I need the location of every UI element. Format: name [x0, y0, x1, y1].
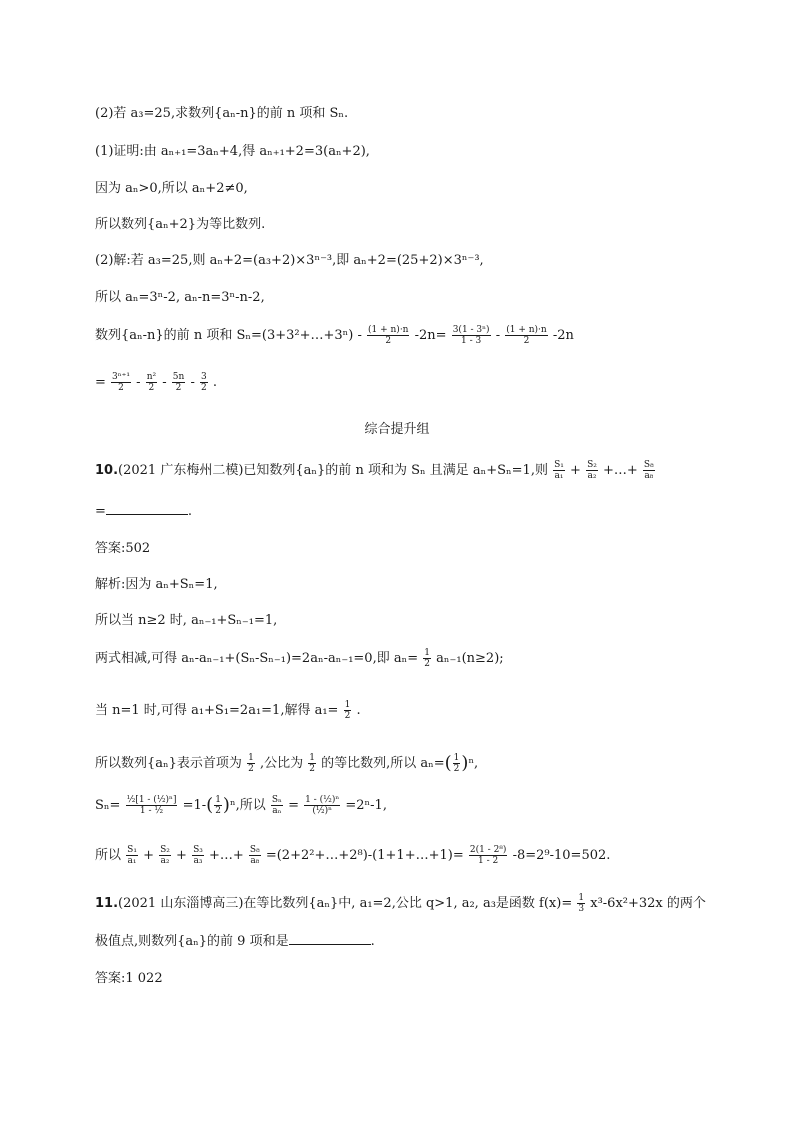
analysis-line-1: 解析:因为 aₙ+Sₙ=1, [95, 577, 218, 592]
proof-line-2: 因为 aₙ>0,所以 aₙ+2≠0, [95, 181, 248, 196]
fraction: $\frac{\text{S₁}}{\text{a₁}}$ [554, 460, 564, 481]
question-10-blank-line: = . [95, 504, 193, 519]
analysis-line-4: 当 n=1 时,可得 a₁+S₁=2a₁=1,解得 a₁= $\frac{1}{2}$ . [95, 700, 361, 721]
answer-10: 答案:502 [95, 541, 151, 556]
question-11-blank-line: 极值点,则数列{aₙ}的前 9 项和是 . [95, 934, 375, 949]
fraction: $\frac{\text{2(1 - 2⁸)}}{1 - 2}$ [469, 845, 507, 866]
analysis-line-2: 所以当 n≥2 时, aₙ₋₁+Sₙ₋₁=1, [95, 613, 278, 628]
analysis-line-7: 所以 $\frac{\text{S₁}}{\text{a₁}}$ + $\frac{\text{S₂}}{\text{a₂}}$ + $\frac{\text{S₃}}{\text{a₃}}$ +…+ $\frac{\text{S₈}}{\text{a₈}}$ =(2+2²+…+2⁸)-(1+1+…+1)= $\frac{\text{2(1 - 2⁸)}}{1 - 2}$ -8=2⁹-10=502. [95, 845, 611, 866]
answer-blank [106, 514, 188, 515]
fraction: $\frac{(1 + n)\cdot n}{2}$ [506, 325, 547, 346]
proof-line-1: (1)证明:由 aₙ₊₁=3aₙ+4,得 aₙ₊₁+2=3(aₙ+2), [95, 144, 370, 159]
fraction: $\frac{1}{2}$ [248, 753, 254, 774]
fraction: $\frac{\text{S₈}}{\text{a₈}}$ [249, 845, 260, 866]
fraction: $\frac{\text{S₂}}{\text{a₂}}$ [160, 845, 170, 866]
fraction: $\frac{\text{S₈}}{\text{a₈}}$ [643, 460, 654, 481]
solution-line-1: (2)解:若 a₃=25,则 aₙ+2=(a₃+2)×3ⁿ⁻³,即 aₙ+2=(25+2)×3ⁿ⁻³, [95, 253, 484, 268]
question-11: 11.(2021 山东淄博高三)在等比数列{aₙ}中, a₁=2,公比 q>1, a₂, a₃是函数 f(x)= $\frac{1}{3}$ x³-6x²+32x 的两个 [95, 893, 706, 914]
fraction: $\frac{5n}{2}$ [172, 372, 185, 393]
analysis-line-6: Sₙ= $\frac{\text{½[1 - (½)ⁿ]}}{\text{1 - ½}}$ =1-( $\frac{1}{2}$ )ⁿ,所以 $\frac{\text{Sₙ}}{\text{aₙ}}$ = $\frac{\text{1 - (½)ⁿ}}{\text{(½)ⁿ}}$ =2ⁿ-1, [95, 794, 387, 816]
sum-result-line: = $\frac{\text{3ⁿ⁺¹}}{2}$ - $\frac{\text{n²}}{2}$ - $\frac{5n}{2}$ - $\frac{3}{2}$ . [95, 372, 217, 393]
fraction: $\frac{1}{3}$ [578, 893, 585, 914]
fraction: $\frac{(1 + n)\cdot n}{2}$ [368, 325, 409, 346]
fraction: $\frac{\text{Sₙ}}{\text{aₙ}}$ [271, 795, 282, 816]
section-title: 综合提升组 [364, 422, 430, 437]
answer-11: 答案:1 022 [95, 971, 163, 986]
fraction: $\frac{\text{n²}}{2}$ [146, 372, 157, 393]
fraction: $\frac{1}{2}$ [309, 753, 315, 774]
answer-blank [289, 944, 371, 945]
problem-part-2: (2)若 a₃=25,求数列{aₙ-n}的前 n 项和 Sₙ. [95, 106, 349, 121]
fraction: $\frac{\text{1 - (½)ⁿ}}{\text{(½)ⁿ}}$ [305, 795, 340, 816]
fraction: $\frac{1}{2}$ [215, 795, 221, 816]
fraction: $\frac{1}{2}$ [424, 648, 430, 669]
question-10: 10.(2021 广东梅州二模)已知数列{aₙ}的前 n 项和为 Sₙ 且满足 aₙ+Sₙ=1,则 $\frac{\text{S₁}}{\text{a₁}}$ + $\frac{\text{S₂}}{\text{a₂}}$ +…+ $\frac{\text{S₈}}{\text{a₈}}$ [95, 460, 654, 481]
fraction: $\frac{\text{S₁}}{\text{a₁}}$ [127, 845, 137, 866]
analysis-line-3: 两式相减,可得 aₙ-aₙ₋₁+(Sₙ-Sₙ₋₁)=2aₙ-aₙ₋₁=0,即 aₙ= $\frac{1}{2}$ aₙ₋₁(n≥2); [95, 648, 504, 669]
proof-line-3: 所以数列{aₙ+2}为等比数列. [95, 217, 266, 232]
fraction: $\frac{\text{3ⁿ⁺¹}}{2}$ [112, 372, 131, 393]
analysis-line-5: 所以数列{aₙ}表示首项为 $\frac{1}{2}$ ,公比为 $\frac{1}{2}$ 的等比数列,所以 aₙ=( $\frac{1}{2}$ )ⁿ, [95, 752, 479, 774]
fraction: $\frac{\text{3(1 - 3ⁿ)}}{1 - 3}$ [452, 325, 490, 346]
fraction: $\frac{\text{S₂}}{\text{a₂}}$ [587, 460, 597, 481]
fraction: $\frac{1}{2}$ [344, 700, 351, 721]
fraction: $\frac{3}{2}$ [200, 372, 207, 393]
fraction: $\frac{\text{½[1 - (½)ⁿ]}}{\text{1 - ½}}$ [126, 795, 177, 816]
sum-formula-line: 数列{aₙ-n}的前 n 项和 Sₙ=(3+3²+…+3ⁿ) - $\frac{(1 + n)\cdot n}{2}$ -2n= $\frac{\text{3(1 - 3ⁿ)}}{1 - 3}$ - $\frac{(1 + n)\cdot n}{2}$ -2n [95, 325, 574, 346]
solution-line-2: 所以 aₙ=3ⁿ-2, aₙ-n=3ⁿ-n-2, [95, 290, 265, 305]
fraction: $\frac{\text{S₃}}{\text{a₃}}$ [193, 845, 203, 866]
fraction: $\frac{1}{2}$ [453, 753, 460, 774]
